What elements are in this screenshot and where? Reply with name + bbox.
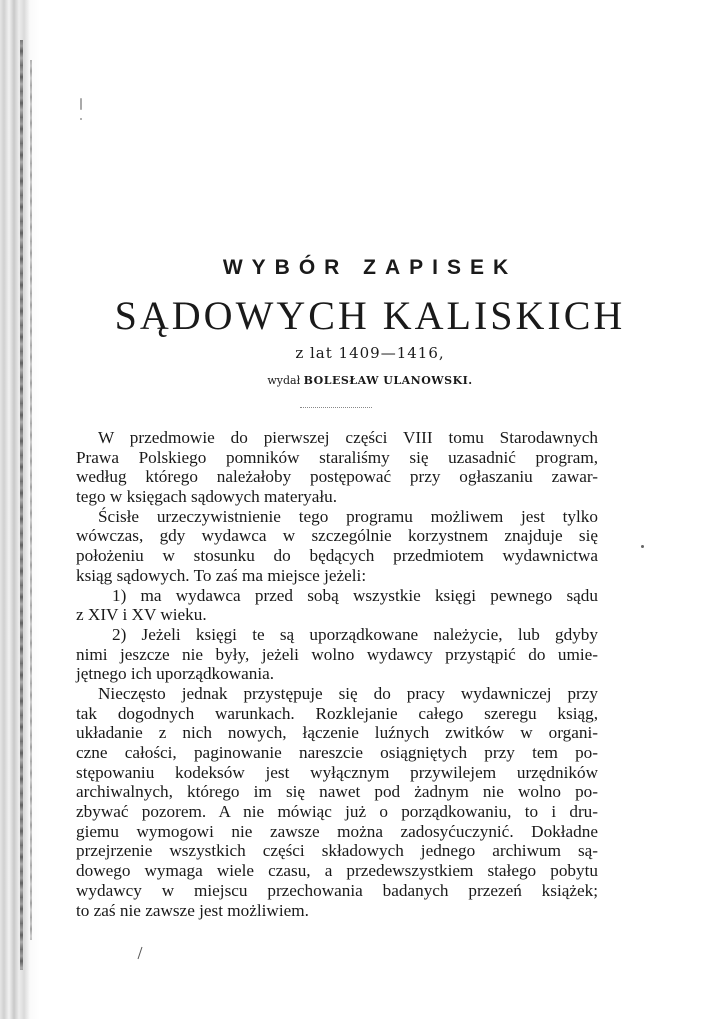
body-line: wydawcy w miejscu przechowania badanych przezeń książek; (76, 880, 598, 900)
binding-edge (20, 40, 23, 970)
body-line: według którego należałoby postępować przy ogłaszaniu zawar- (76, 467, 598, 487)
body-line: Prawa Polskiego pomników staraliśmy się uzasadnić program, (76, 447, 598, 467)
heading-years: z lat 1409—1416, (295, 344, 445, 362)
heading-main: SĄDOWYCH KALISKICH (114, 293, 626, 338)
stray-pen-mark (136, 946, 144, 964)
body-line: stępowaniu kodeksów jest wyłącznym przywilejem urzędników (76, 762, 598, 782)
title-divider (300, 407, 372, 408)
body-line: giemu wymogowi nie zawsze można zadosyćuczynić. Dokładne (76, 821, 598, 841)
pen-stroke-icon (136, 946, 144, 960)
body-line: nimi jeszcze nie były, jeżeli wolno wydawcy przystąpić do umie- (76, 644, 598, 664)
body-line: układanie z nich nowych, łączenie luźnych zwitków w organi- (76, 723, 598, 743)
body-line: zbywać pozorem. A nie mówiąc już o porządkowaniu, to i dru- (76, 802, 598, 822)
body-line: Nieczęsto jednak przystępuje się do pracy wydawniczej przy (98, 683, 598, 703)
scan-speck (641, 545, 644, 548)
scan-speck (80, 118, 82, 120)
scan-speck (80, 98, 82, 110)
body-line: czne całości, paginowanie nareszcie osiągniętych przy tem po- (76, 743, 598, 762)
body-text (76, 428, 598, 920)
heading-top: WYBÓR ZAPISEK (222, 256, 518, 279)
page-gutter-shadow (0, 0, 40, 1019)
body-line: to zaś nie zawsze jest możliwiem. (76, 900, 309, 920)
body-line: wówczas, gdy wydawca w szczególnie korzystnem znajduje się (76, 526, 598, 546)
body-line: archiwalnych, którego im się nawet pod żadnym nie wolno po- (76, 782, 598, 802)
body-line: jętnego ich uporządkowania. (76, 664, 275, 684)
body-line: tak dogodnych warunkach. Rozklejanie całego szeregu ksiąg, (76, 703, 598, 723)
body-line: położeniu w stosunku do będących przedmiotem wydawnictwa (76, 546, 598, 566)
body-line: 2) Jeżeli księgi te są uporządkowane należycie, lub gdyby (112, 624, 598, 644)
body-line: W przedmowie do pierwszej części VIII tomu Starodawnych (98, 428, 598, 447)
editor-name: BOLESŁAW ULANOWSKI. (303, 374, 473, 387)
body-line: dowego wymaga wiele czasu, a przedewszystkiem stałego pobytu (76, 861, 598, 881)
body-line: ksiąg sądowych. To zaś ma miejsce jeżeli: (76, 565, 367, 585)
editor-prefix: wydał (267, 374, 301, 387)
body-line: z XIV i XV wieku. (76, 605, 207, 625)
body-line: przejrzenie wszystkich części składowych jednego archiwum są- (76, 841, 598, 861)
editor-line (0, 374, 720, 387)
body-line: 1) ma wydawca przed sobą wszystkie księgi pewnego sądu (112, 585, 598, 605)
body-line: tego w księgach sądowych materyału. (76, 487, 338, 507)
body-line: Ścisłe urzeczywistnienie tego programu możliwem jest tylko (98, 506, 598, 526)
binding-edge-secondary (30, 60, 32, 940)
